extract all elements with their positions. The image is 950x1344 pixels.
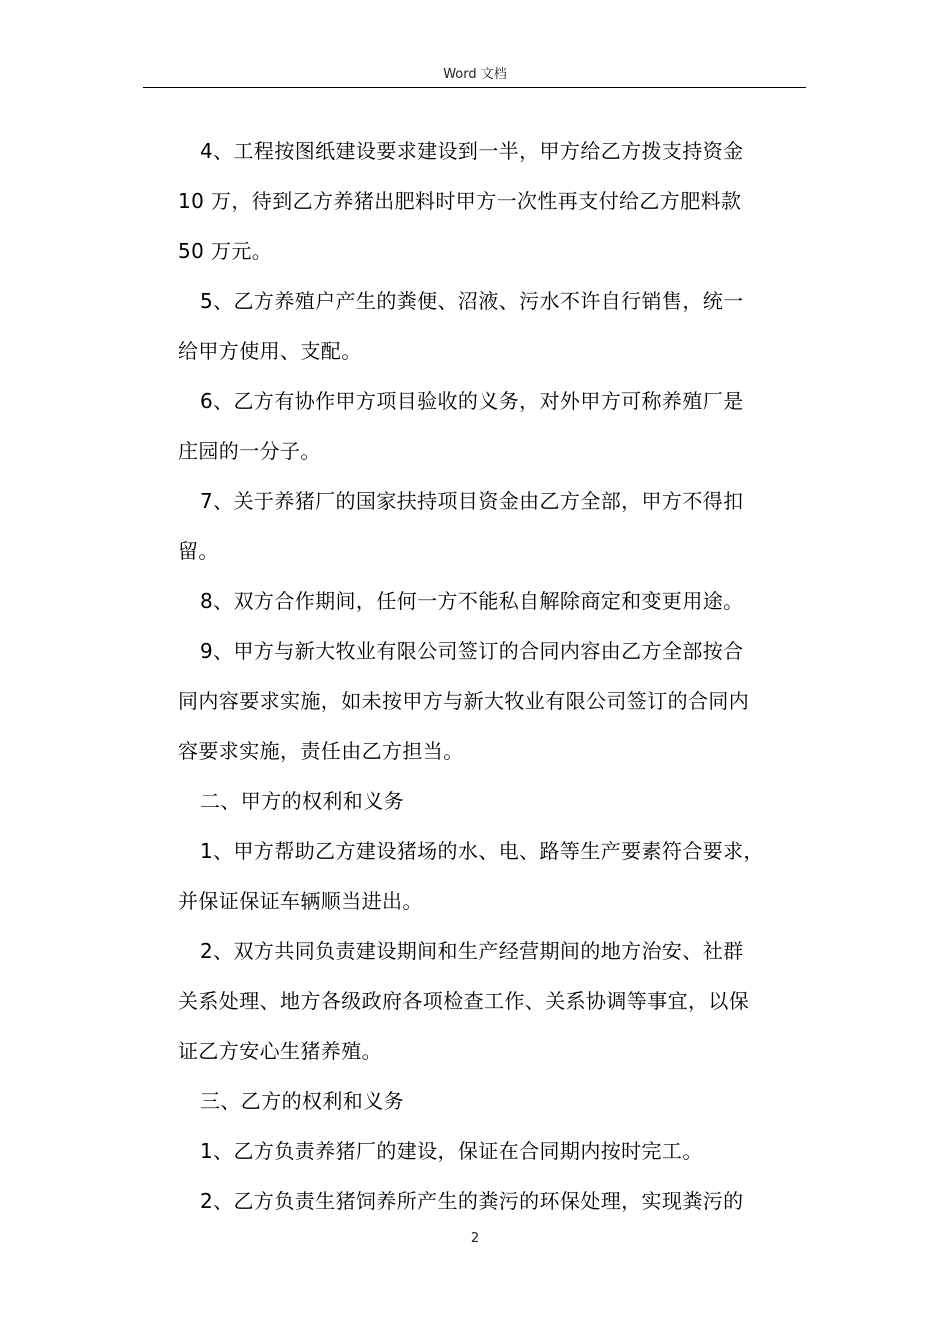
paragraph-clause-9: 9、甲方与新大牧业有限公司签订的合同内容由乙方全部按合 同内容要求实施，如未按甲方与新大牧业有限公司签订的合同内 容要求实施，责任由乙方担当。 bbox=[178, 639, 750, 763]
paragraph-party-b-2: 2、乙方负责生猪饲养所产生的粪污的环保处理，实现粪污的 bbox=[200, 1189, 744, 1213]
paragraph-clause-4: 4、工程按图纸建设要求建设到一半，甲方给乙方拨支持资金 10 万，待到乙方养猪出肥料时甲方一次性再支付给乙方肥料款 50 万元。 bbox=[178, 139, 744, 263]
paragraph-clause-8: 8、双方合作期间，任何一方不能私自解除商定和变更用途。 bbox=[200, 589, 744, 613]
header-divider bbox=[143, 87, 806, 88]
paragraph-party-b-1: 1、乙方负责养猪厂的建设，保证在合同期内按时完工。 bbox=[200, 1139, 703, 1163]
paragraph-clause-5: 5、乙方养殖户产生的粪便、沼液、污水不许自行销售，统一 给甲方使用、支配。 bbox=[178, 289, 744, 363]
page-number: 2 bbox=[470, 1231, 480, 1246]
paragraph-party-a-1: 1、甲方帮助乙方建设猪场的水、电、路等生产要素符合要求， 并保证保证车辆顺当进出。 bbox=[178, 839, 764, 913]
section-heading-party-a: 二、甲方的权利和义务 bbox=[200, 789, 404, 813]
page-header-title: Word 文档 bbox=[443, 67, 507, 82]
paragraph-party-a-2: 2、双方共同负责建设期间和生产经营期间的地方治安、社群 关系处理、地方各级政府各项检查工作、关系协调等事宜，以保 证乙方安心生猪养殖。 bbox=[178, 939, 750, 1063]
section-heading-party-b: 三、乙方的权利和义务 bbox=[200, 1089, 404, 1113]
document-body bbox=[178, 126, 808, 1226]
paragraph-clause-6: 6、乙方有协作甲方项目验收的义务，对外甲方可称养殖厂是 庄园的一分子。 bbox=[178, 389, 744, 463]
paragraph-clause-7: 7、关于养猪厂的国家扶持项目资金由乙方全部，甲方不得扣 留。 bbox=[178, 489, 744, 563]
